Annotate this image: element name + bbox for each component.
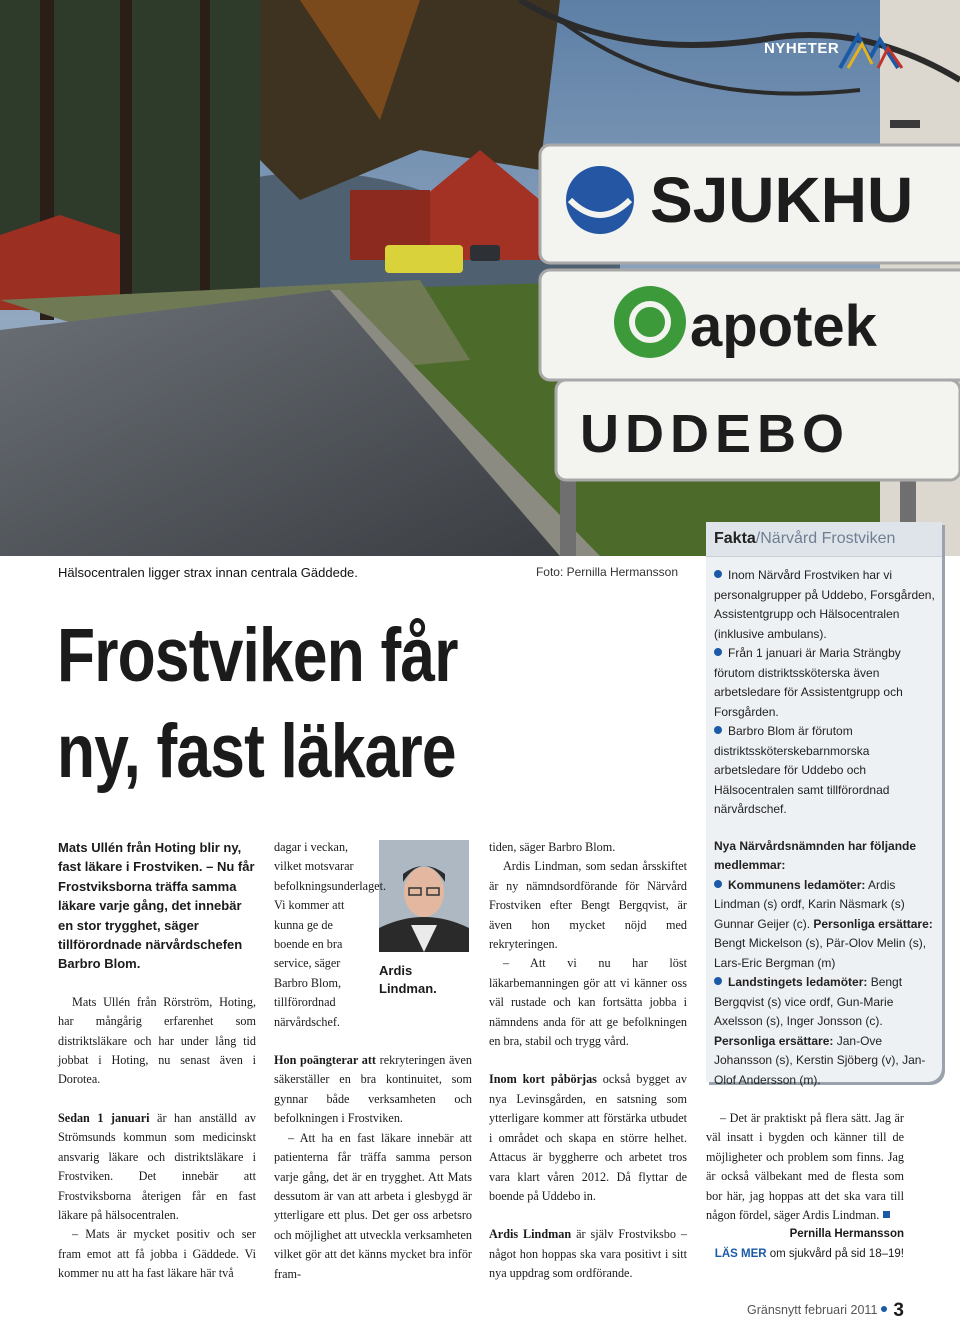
footer-dot-icon <box>881 1306 887 1312</box>
section-label: NYHETER <box>764 40 840 57</box>
end-mark-icon <box>883 1211 890 1218</box>
paragraph: – Mats är mycket positiv och ser fram emot att få jobba i Gäddede. Vi kommer nu att ha fast läkare här två <box>58 1227 256 1281</box>
photo-credit: Foto: Pernilla Hermansson <box>535 565 678 579</box>
fact-box <box>706 522 942 1087</box>
magazine-name: Gränsnytt februari 2011 <box>747 1303 878 1317</box>
fact-box-header <box>706 522 942 557</box>
fact-item: Inom Närvård Frostviken har vi personalgrupper på Uddebo, Forsgården, Assistentgrupp och Hälsocentralen (inklusive ambulans). <box>714 568 935 641</box>
paragraph: Sedan 1 januari är han anställd av Strömsunds kommun som medicinskt ansvarig läkare och distriktsläkare i Frostviken. Det innebär att Frostviksborna återigen får en fast läkare på hälsocentralen. <box>58 1110 256 1222</box>
bullet-icon <box>714 726 722 734</box>
article-column-4 <box>706 1109 904 1264</box>
paragraph: – Att ha en fast läkare innebär att patienterna får träffa samma person varje gång, det är en trygghet. Att Mats dessutom är van att arbeta i glesbygd är ytterligare ett plus. Det ger oss arbetsro och möjlighet att utveckla verksamheten vilket gör att det känns mycket bra inför fram- <box>274 1130 472 1281</box>
byline: Pernilla Hermansson <box>789 1228 904 1241</box>
fact-item: Barbro Blom är förutom distriktssköterskebarnmorska arbetsledare för Uddebo och Hälsocentralen samt tillförordnad närvårdschef. <box>714 724 890 816</box>
bullet-icon <box>714 880 722 888</box>
board-title: Nya Närvårdsnämnden har följande medlemmar: <box>714 838 917 872</box>
article-column-3 <box>489 838 687 1284</box>
page-number: 3 <box>893 1300 904 1321</box>
fact-box-body <box>714 566 938 1090</box>
board-landsting: Landstingets ledamöter: Bengt Bergqvist (s) vice ordf, Gun-Marie Axelsson (s), Inger Jonsson (c). Personliga ersättare: Jan-Ove Johansson (s), Kerstin Sjöberg (v), Jan-Olof Andersson (m). <box>714 975 926 1087</box>
paragraph: dagar i veckan, vilket motsvarar befolkningsunderlaget. Vi kommer att kunna ge de boende en bra service, säger Barbro Blom, tillförordnad närvårdschef. <box>274 840 387 1029</box>
headline-line-2: ny, fast läkare <box>57 709 456 794</box>
page-footer <box>747 1300 904 1322</box>
paragraph: – Att vi nu har löst läkarbemanningen gör att vi känner oss väl rustade och kan fortsätta jobba i nämndens anda för att ge befolkningen en bra, stabil och trygg vård. <box>489 956 687 1049</box>
hero-photo <box>0 0 960 556</box>
portrait-caption: Ardis Lindman. <box>379 963 437 996</box>
paragraph: Hon poängterar att rekryteringen även säkerställer en bra kontinuitet, som gynnar både verksamheten och befolkningen i Frostviken. <box>274 1053 472 1126</box>
board-kommun: Kommunens ledamöter: Ardis Lindman (s) ordf, Karin Näsmark (s) Gunnar Geijer (c). Personliga ersättare: Bengt Mickelson (s), Pär-Olov Melin (s), Lars-Eric Bergman (m) <box>714 877 933 970</box>
fact-box-subject: /Närvård Frostviken <box>755 530 896 547</box>
read-more-link[interactable]: LÄS MER om sjukvård på sid 18–19! <box>714 1247 904 1260</box>
headline <box>57 608 582 800</box>
paragraph: – Det är praktiskt på flera sätt. Jag är väl insatt i bygden och känner till de möjligheter och problem som finns. Jag är också välbekant med de flesta som bor här, jag hoppas att det ska vara till någon fördel, säger Ardis Lindman. <box>706 1111 904 1223</box>
paragraph: Inom kort påbörjas också bygget av nya Levinsgården, en satsning som ytterligare kommer att förstärka utbudet i området och skapa en större helhet. Attacus är byggherre och arbetet tros vara klart våren 2012. Då flyttar de boende på Uddebo in. <box>489 1072 687 1203</box>
article-lead: Mats Ullén från Hoting blir ny, fast läkare i Frostviken. – Nu får Frostviksborna träffa samma läkare varje gång, det innebär en stor trygghet, säger tillförordnade närvårdschefen Barbro Blom. <box>58 840 255 972</box>
photo-caption: Hälsocentralen ligger strax innan centrala Gäddede. <box>58 565 358 580</box>
fact-box-label: Fakta <box>714 530 756 547</box>
mountain-logo-icon <box>838 30 908 70</box>
paragraph: tiden, säger Barbro Blom. <box>489 840 616 854</box>
paragraph: Ardis Lindman, som sedan årsskiftet är ny nämndsordförande för Närvård Frostviken efter Bengt Bergqvist, är även hon mycket nöjd med rekryteringen. <box>489 859 687 952</box>
paragraph: Mats Ullén från Rörström, Hoting, har mångårig erfarenhet som distriktsläkare och har under lång tid jobbat i Hoting, nu senast även i Dorotea. <box>58 994 256 1087</box>
sign-uddebo: UDDEBO <box>580 404 851 464</box>
section-logo <box>758 30 908 70</box>
bullet-icon <box>714 648 722 656</box>
article-column-1 <box>58 838 256 1284</box>
headline-line-1: Frostviken får <box>57 613 458 698</box>
article-column-2 <box>274 838 472 1284</box>
bullet-icon <box>714 977 722 985</box>
sign-apotek: apotek <box>690 294 877 359</box>
fact-item: Från 1 januari är Maria Strängby förutom distriktssköterska även arbetsledare för Assistentgrupp och Forsgården. <box>714 646 903 719</box>
bullet-icon <box>714 570 722 578</box>
sign-sjukhus: SJUKHU <box>650 164 914 236</box>
paragraph: Ardis Lindman är själv Frostviksbo – något hon hoppas ska vara positivt i sitt nya uppdrag som ordförande. <box>489 1227 687 1281</box>
